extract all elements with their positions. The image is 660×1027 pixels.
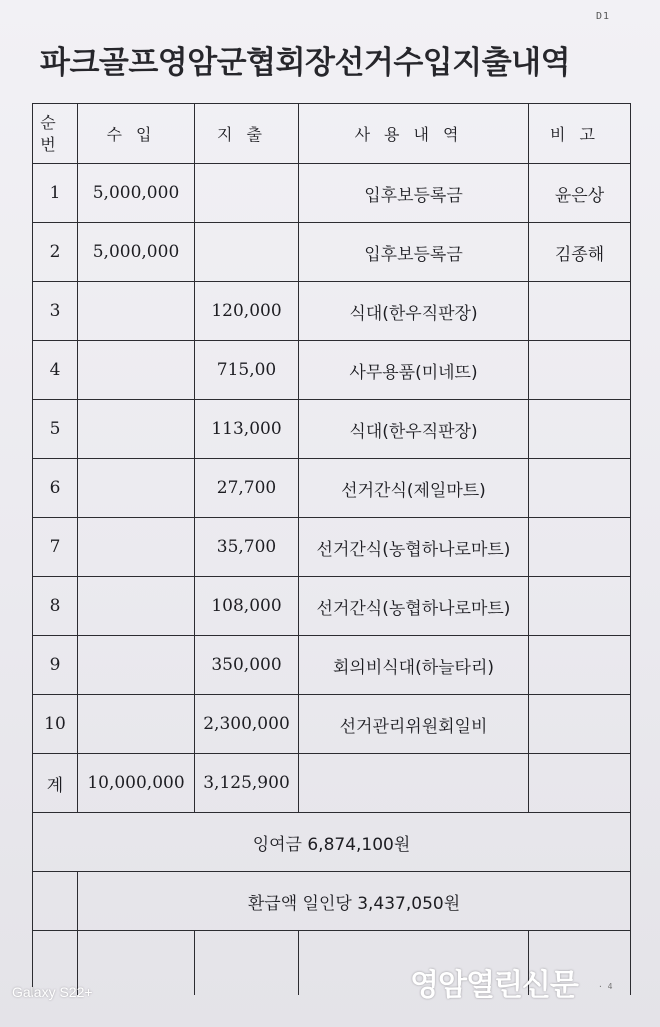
row-usage: 선거간식(농협하나로마트): [299, 577, 529, 636]
row-income: [78, 577, 195, 636]
corner-mark: D1: [596, 11, 611, 22]
row-usage: 식대(한우직판장): [299, 400, 529, 459]
ledger-row: [33, 400, 631, 459]
row-usage: 선거간식(제일마트): [299, 459, 529, 518]
row-expense: 113,000: [195, 400, 299, 459]
document-title: 파크골프영암군협회장선거수입지출내역: [40, 45, 571, 81]
row-expense: 108,000: [195, 577, 299, 636]
header-income: 수입: [78, 104, 195, 164]
device-watermark: Galaxy S22+: [12, 984, 93, 1000]
ledger-row: [33, 164, 631, 223]
row-expense: 27,700: [195, 459, 299, 518]
row-income: [78, 518, 195, 577]
row-usage: 선거간식(농협하나로마트): [299, 518, 529, 577]
empty-cell: [195, 931, 299, 996]
row-seq: 6: [33, 459, 78, 518]
refund-text: 환급액 일인당 3,437,050원: [78, 872, 631, 931]
ledger-body: [33, 164, 631, 754]
ledger-row: [33, 459, 631, 518]
total-row: [33, 754, 631, 813]
row-seq: 3: [33, 282, 78, 341]
page-mark: · 4: [598, 982, 613, 991]
row-usage: 회의비식대(하늘타리): [299, 636, 529, 695]
row-usage: 입후보등록금: [299, 164, 529, 223]
row-income: [78, 636, 195, 695]
row-seq: 7: [33, 518, 78, 577]
row-usage: 사무용품(미네뜨): [299, 341, 529, 400]
row-usage: 입후보등록금: [299, 223, 529, 282]
total-expense: 3,125,900: [195, 754, 299, 813]
refund-row: [33, 872, 631, 931]
ledger-row: [33, 518, 631, 577]
ledger-row: [33, 341, 631, 400]
row-seq: 10: [33, 695, 78, 754]
surplus-text: 잉여금 6,874,100원: [33, 813, 631, 872]
row-remarks: [529, 577, 631, 636]
ledger-row: [33, 695, 631, 754]
ledger-row: [33, 282, 631, 341]
row-seq: 1: [33, 164, 78, 223]
row-remarks: [529, 695, 631, 754]
row-usage: 선거관리위원회일비: [299, 695, 529, 754]
row-expense: 2,300,000: [195, 695, 299, 754]
row-income: [78, 695, 195, 754]
refund-blank-cell: [33, 872, 78, 931]
empty-cell: [78, 931, 195, 996]
header-row: [33, 104, 631, 164]
row-income: 5,000,000: [78, 164, 195, 223]
row-remarks: 윤은상: [529, 164, 631, 223]
header-usage: 사용내역: [299, 104, 529, 164]
row-income: [78, 459, 195, 518]
row-seq: 2: [33, 223, 78, 282]
header-seq: 순 번: [33, 104, 78, 164]
ledger-row: [33, 636, 631, 695]
ledger-row: [33, 223, 631, 282]
row-seq: 5: [33, 400, 78, 459]
row-remarks: [529, 518, 631, 577]
row-expense: 715,00: [195, 341, 299, 400]
row-expense: [195, 223, 299, 282]
row-seq: 9: [33, 636, 78, 695]
row-remarks: [529, 459, 631, 518]
row-expense: 350,000: [195, 636, 299, 695]
ledger-table: [32, 103, 631, 995]
row-remarks: 김종해: [529, 223, 631, 282]
row-expense: [195, 164, 299, 223]
row-expense: 120,000: [195, 282, 299, 341]
total-income: 10,000,000: [78, 754, 195, 813]
total-label: 계: [33, 754, 78, 813]
total-usage-cell: [299, 754, 529, 813]
row-seq: 4: [33, 341, 78, 400]
row-income: [78, 282, 195, 341]
header-expense: 지출: [195, 104, 299, 164]
row-income: 5,000,000: [78, 223, 195, 282]
row-remarks: [529, 400, 631, 459]
row-expense: 35,700: [195, 518, 299, 577]
row-remarks: [529, 282, 631, 341]
total-remarks-cell: [529, 754, 631, 813]
row-seq: 8: [33, 577, 78, 636]
row-remarks: [529, 341, 631, 400]
row-remarks: [529, 636, 631, 695]
header-remarks: 비고: [529, 104, 631, 164]
row-income: [78, 400, 195, 459]
row-usage: 식대(한우직판장): [299, 282, 529, 341]
ledger-row: [33, 577, 631, 636]
row-income: [78, 341, 195, 400]
newspaper-watermark: 영암열린신문: [410, 968, 578, 1003]
surplus-row: [33, 813, 631, 872]
